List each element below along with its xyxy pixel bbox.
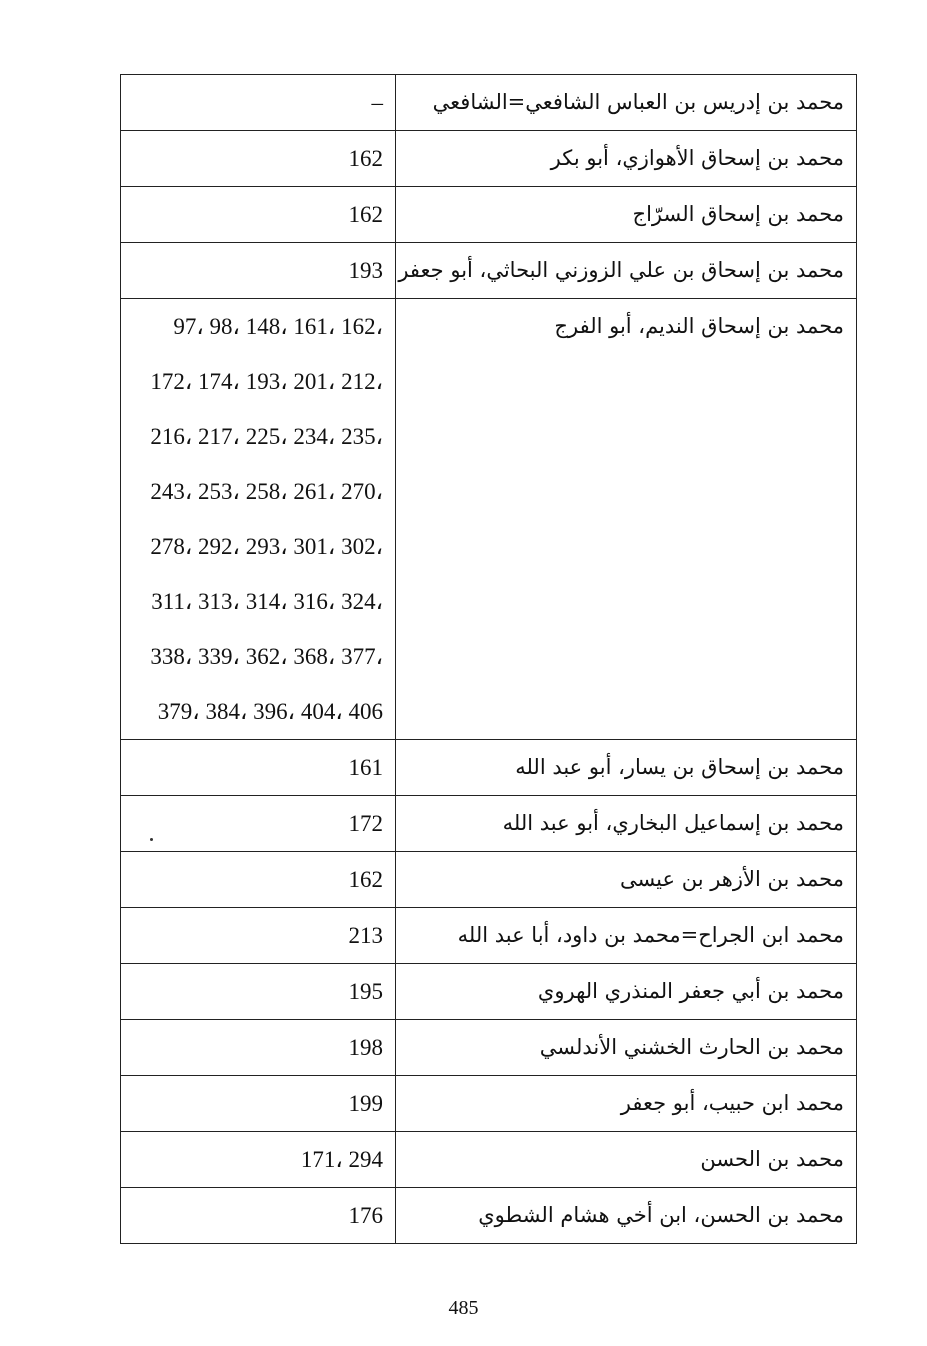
page-refs-cell <box>121 299 396 740</box>
page-refs-line: 278، 292، 293، 301، 302، <box>150 534 383 559</box>
page-refs-cell <box>121 796 396 852</box>
person-name-cell: محمد بن إسحاق النديم، أبو الفرج <box>396 299 857 740</box>
index-row <box>121 964 857 1020</box>
page-refs-line: 162 <box>348 867 383 892</box>
person-name-cell: محمد ابن الجراح=محمد بن داود، أبا عبد الله <box>396 908 857 964</box>
page-refs-line: 379، 384، 396، 404، 406 <box>157 699 383 724</box>
person-name-cell: محمد بن إسحاق بن يسار، أبو عبد الله <box>396 740 857 796</box>
person-name-cell: محمد بن الحسن، ابن أخي هشام الشطوي <box>396 1188 857 1244</box>
page-refs-line: 162 <box>348 146 383 171</box>
page-refs-line: 193 <box>348 258 383 283</box>
page-refs-line: 213 <box>348 923 383 948</box>
page-refs-line: 198 <box>348 1035 383 1060</box>
page-refs-cell <box>121 908 396 964</box>
person-name-cell: محمد بن إدريس بن العباس الشافعي=الشافعي <box>396 75 857 131</box>
index-row <box>121 299 857 740</box>
page-refs-line: 243، 253، 258، 261، 270، <box>150 479 383 504</box>
page-refs-line: – <box>371 90 383 115</box>
index-row <box>121 187 857 243</box>
page-refs-line: 195 <box>348 979 383 1004</box>
index-row <box>121 740 857 796</box>
index-table <box>120 74 857 1244</box>
page-refs-line: 161 <box>348 755 383 780</box>
page-refs-cell <box>121 243 396 299</box>
person-name-cell: محمد بن الحارث الخشني الأندلسي <box>396 1020 857 1076</box>
page-refs-line: 338، 339، 362، 368، 377، <box>150 644 383 669</box>
page-refs-line: 172، 174، 193، 201، 212، <box>150 369 383 394</box>
index-row <box>121 908 857 964</box>
index-row <box>121 75 857 131</box>
person-name-cell: محمد بن إسحاق الأهوازي، أبو بكر <box>396 131 857 187</box>
page-refs-cell <box>121 740 396 796</box>
index-row <box>121 1076 857 1132</box>
page-refs-cell <box>121 852 396 908</box>
index-row <box>121 796 857 852</box>
page-refs-line: 97، 98، 148، 161، 162، <box>173 314 383 339</box>
page-number: 485 <box>448 1297 479 1319</box>
person-name-cell: محمد بن إسحاق بن علي الزوزني البحاثي، أبو جعفر <box>396 243 857 299</box>
person-name-cell: محمد بن إسماعيل البخاري، أبو عبد الله <box>396 796 857 852</box>
person-name-cell: محمد ابن حبيب، أبو جعفر <box>396 1076 857 1132</box>
page-refs-line: 216، 217، 225، 234، 235، <box>150 424 383 449</box>
index-body <box>121 75 857 1244</box>
person-name-cell: محمد بن الأزهر بن عيسى <box>396 852 857 908</box>
page-refs-cell <box>121 75 396 131</box>
person-name-cell: محمد بن أبي جعفر المنذري الهروي <box>396 964 857 1020</box>
page-refs-line: 311، 313، 314، 316، 324، <box>151 589 383 614</box>
page-refs-line: 176 <box>348 1203 383 1228</box>
index-row <box>121 1020 857 1076</box>
page-refs-line: 172 <box>348 811 383 836</box>
page-refs-cell <box>121 964 396 1020</box>
index-row <box>121 1188 857 1244</box>
page-refs-cell <box>121 1076 396 1132</box>
index-row <box>121 243 857 299</box>
page-refs-line: 162 <box>348 202 383 227</box>
page-refs-line: 171، 294 <box>300 1147 383 1172</box>
page-refs-cell <box>121 1020 396 1076</box>
page-refs-cell <box>121 187 396 243</box>
scan-speck <box>150 838 153 841</box>
person-name-cell: محمد بن إسحاق السرّاج <box>396 187 857 243</box>
index-row <box>121 131 857 187</box>
page-refs-cell <box>121 1188 396 1244</box>
person-name-cell: محمد بن الحسن <box>396 1132 857 1188</box>
page-refs-line: 199 <box>348 1091 383 1116</box>
index-row <box>121 1132 857 1188</box>
page-refs-cell <box>121 131 396 187</box>
index-row <box>121 852 857 908</box>
page-refs-cell <box>121 1132 396 1188</box>
